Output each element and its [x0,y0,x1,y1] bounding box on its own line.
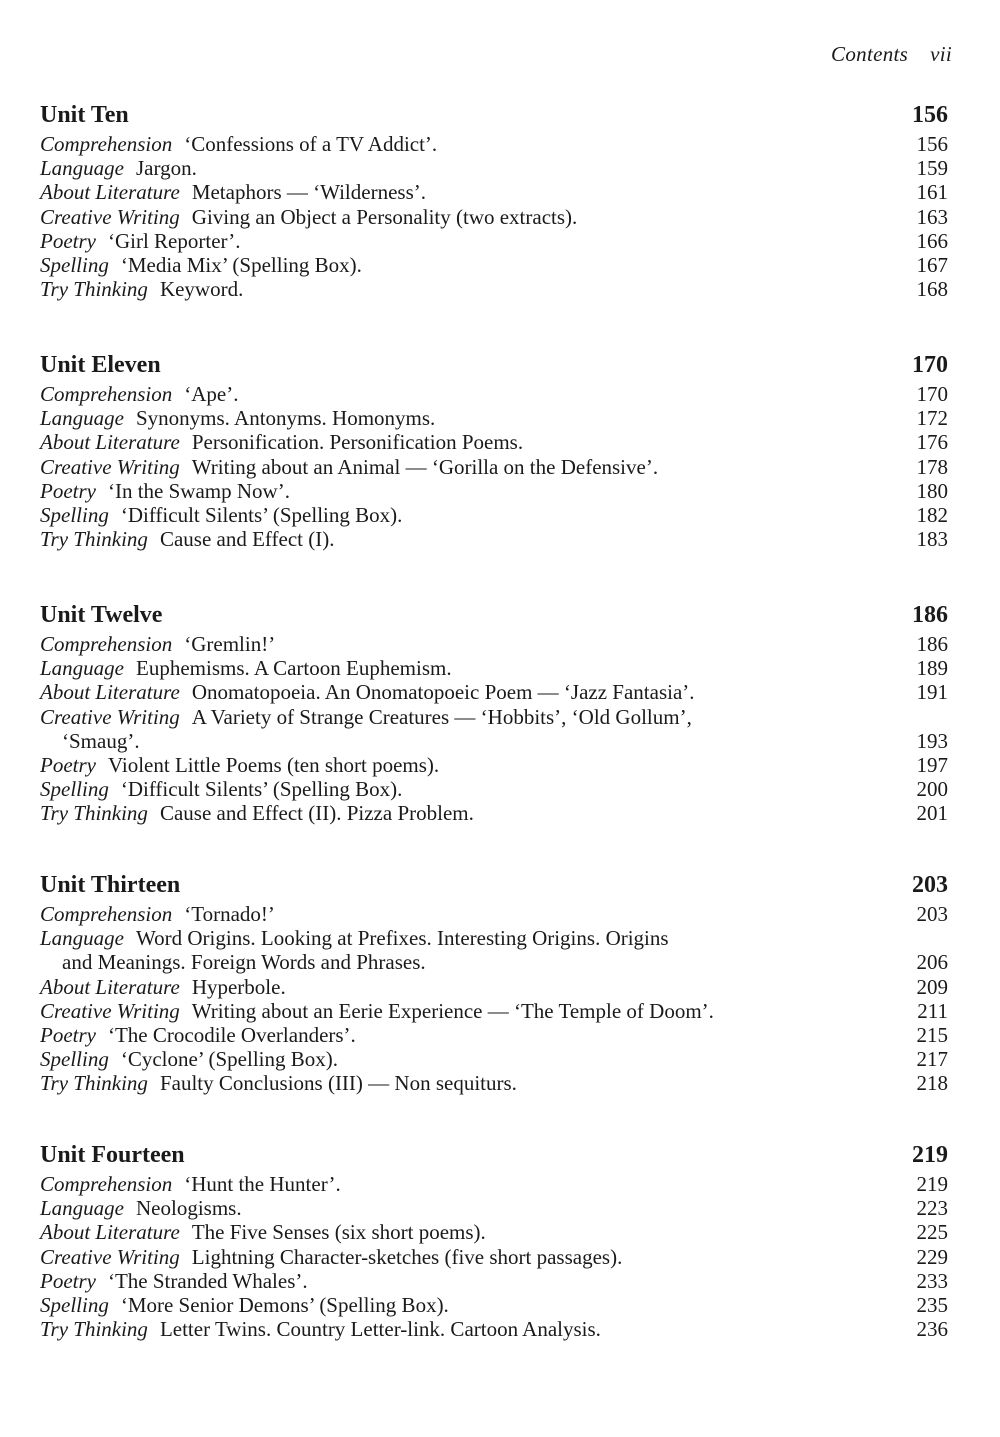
entry-title: Giving an Object a Personality (two extracts). [191,204,578,229]
entry-title: ‘More Senior Demons’ (Spelling Box). [120,1293,449,1318]
entry-category: Spelling [40,253,109,278]
entry-category: About Literature [40,180,180,205]
entry-category: Try Thinking [40,277,148,302]
entry-page-number: 180 [916,478,948,503]
entry-page-number: 186 [916,632,948,656]
toc-entry [40,1023,948,1047]
entry-category: Creative Writing [40,704,180,729]
entry-title: Hyperbole. [191,974,286,999]
entry-title: ‘Media Mix’ (Spelling Box). [120,253,362,278]
entry-title: The Five Senses (six short poems). [191,1220,486,1245]
toc-entry [40,680,948,704]
entry-page-number: 233 [916,1268,948,1293]
toc-entry [40,1293,948,1317]
entry-page-number: 191 [916,680,948,705]
entry-page-number: 219 [916,1172,948,1196]
unit-heading [40,600,948,630]
entry-page-number: 170 [916,382,948,406]
entry-title: Neologisms. [136,1196,242,1221]
toc-entry [40,777,948,801]
entry-category: Language [40,1196,124,1221]
entry-title: ‘Hunt the Hunter’. [184,1172,341,1196]
entry-page-number: 223 [916,1196,948,1221]
entry-title: Letter Twins. Country Letter-link. Cartoon Analysis. [159,1317,601,1342]
toc-entry [40,132,948,156]
toc-entry [40,229,948,253]
unit-section [40,350,948,551]
toc-entry [40,430,948,454]
entry-category: Spelling [40,777,109,802]
unit-section [40,1140,948,1341]
entry-title-continuation: ‘Smaug’. [62,728,140,753]
toc-entry [40,406,948,430]
toc-entry [40,975,948,999]
entry-title: ‘Ape’. [184,382,239,406]
entry-page-number: 236 [916,1317,948,1342]
toc-entry [40,801,948,825]
entry-title: A Variety of Strange Creatures — ‘Hobbits’, ‘Old Gollum’, [191,704,692,729]
entry-title: ‘The Crocodile Overlanders’. [107,1023,356,1048]
entry-title: Metaphors — ‘Wilderness’. [191,180,426,205]
entry-title: ‘In the Swamp Now’. [107,478,290,503]
unit-heading [40,870,948,900]
entry-title: ‘Difficult Silents’ (Spelling Box). [120,503,403,528]
toc-entry [40,1196,948,1220]
entry-title-continuation: and Meanings. Foreign Words and Phrases. [62,950,426,975]
toc-entry [40,205,948,229]
toc-entry [40,1047,948,1071]
entry-page-number: 159 [916,156,948,181]
entry-category: Creative Writing [40,204,180,229]
entry-page-number: 215 [916,1023,948,1048]
toc-entry [40,1245,948,1269]
entry-page-number: 201 [916,801,948,826]
entry-page-number: 156 [916,132,948,156]
entry-title: Faulty Conclusions (III) — Non sequiturs. [159,1071,517,1096]
entry-category: Try Thinking [40,1071,148,1096]
entry-page-number: 178 [916,454,948,479]
toc-entry [40,479,948,503]
toc-entry [40,926,948,974]
unit-section [40,600,948,826]
entry-title: Cause and Effect (II). Pizza Problem. [159,801,474,826]
toc-entry [40,382,948,406]
entry-category: Poetry [40,478,96,503]
entry-category: Language [40,926,124,951]
unit-title: Unit Twelve [40,602,163,628]
entry-title: Synonyms. Antonyms. Homonyms. [136,406,436,431]
entry-category: Comprehension [40,1172,173,1196]
entry-category: Poetry [40,1268,96,1293]
unit-page-number: 170 [912,352,948,378]
entry-category: About Literature [40,680,180,705]
toc-entry [40,999,948,1023]
entry-category: Creative Writing [40,1244,180,1269]
unit-heading [40,100,948,130]
unit-title: Unit Ten [40,102,129,128]
entry-category: Poetry [40,1023,96,1048]
unit-section [40,100,948,301]
entry-page-number: 200 [916,777,948,802]
entry-category: Try Thinking [40,1317,148,1342]
toc-entry [40,902,948,926]
toc-entry [40,1269,948,1293]
entry-category: Spelling [40,1293,109,1318]
entry-page-number: 218 [916,1071,948,1096]
entry-title: Cause and Effect (I). [159,527,335,552]
entry-page-number: 217 [916,1047,948,1072]
toc-entry [40,1071,948,1095]
entry-page-number: 206 [916,950,948,975]
entry-category: Comprehension [40,132,173,156]
unit-title: Unit Eleven [40,352,161,378]
unit-page-number: 219 [912,1142,948,1168]
running-head [831,42,952,67]
entry-page-number: 168 [916,277,948,302]
entry-page-number: 203 [916,902,948,926]
entry-category: About Literature [40,430,180,455]
entry-page-number: 189 [916,656,948,681]
entry-category: Language [40,156,124,181]
toc-entry [40,753,948,777]
toc-entry [40,527,948,551]
entry-category: Language [40,656,124,681]
entry-title: Violent Little Poems (ten short poems). [107,753,440,778]
toc-entry [40,1220,948,1244]
unit-heading [40,1140,948,1170]
entry-title: Euphemisms. A Cartoon Euphemism. [136,656,452,681]
toc-entry [40,705,948,753]
entry-category: Spelling [40,503,109,528]
entry-category: Try Thinking [40,801,148,826]
entry-page-number: 183 [916,527,948,552]
toc-entry [40,455,948,479]
entry-title: Writing about an Animal — ‘Gorilla on the Defensive’. [191,454,659,479]
toc-entry [40,253,948,277]
entry-title: Word Origins. Looking at Prefixes. Interesting Origins. Origins [136,926,669,951]
entry-category: About Literature [40,974,180,999]
unit-title: Unit Thirteen [40,872,181,898]
entry-title: ‘Cyclone’ (Spelling Box). [120,1047,338,1072]
toc-entry [40,503,948,527]
running-head-page-number: vii [930,42,952,66]
entry-page-number: 172 [916,406,948,431]
entry-category: Comprehension [40,902,173,926]
toc-entry [40,180,948,204]
entry-page-number: 176 [916,430,948,455]
entry-category: Creative Writing [40,998,180,1023]
entry-title: Jargon. [136,156,197,181]
unit-page-number: 203 [912,872,948,898]
entry-title: Personification. Personification Poems. [191,430,524,455]
entry-title: ‘Tornado!’ [184,902,275,926]
entry-title: Keyword. [159,277,244,302]
entry-page-number: 235 [916,1293,948,1318]
entry-category: Try Thinking [40,527,148,552]
entry-title: Onomatopoeia. An Onomatopoeic Poem — ‘Jazz Fantasia’. [191,680,695,705]
entry-category: Poetry [40,753,96,778]
entry-category: Comprehension [40,632,173,656]
entry-category: Spelling [40,1047,109,1072]
entry-page-number: 167 [916,253,948,278]
toc-entry [40,632,948,656]
entry-category: About Literature [40,1220,180,1245]
entry-title: ‘The Stranded Whales’. [107,1268,308,1293]
running-head-title: Contents [831,42,909,66]
entry-page-number: 209 [916,974,948,999]
entry-page-number: 163 [916,204,948,229]
entry-page-number: 197 [916,753,948,778]
entry-category: Poetry [40,228,96,253]
entry-title: Writing about an Eerie Experience — ‘The Temple of Doom’. [191,998,714,1023]
entry-page-number: 161 [916,180,948,205]
toc-entry [40,277,948,301]
unit-heading [40,350,948,380]
entry-title: ‘Gremlin!’ [184,632,276,656]
entry-title: ‘Confessions of a TV Addict’. [184,132,438,156]
toc-entry [40,1172,948,1196]
entry-page-number: 225 [916,1220,948,1245]
entry-title: ‘Difficult Silents’ (Spelling Box). [120,777,403,802]
entry-title: Lightning Character-sketches (five short passages). [191,1244,623,1269]
entry-page-number: 193 [916,728,948,753]
entry-title: ‘Girl Reporter’. [107,228,241,253]
entry-category: Comprehension [40,382,173,406]
entry-page-number: 229 [916,1244,948,1269]
unit-section [40,870,948,1096]
toc-entry [40,1317,948,1341]
entry-category: Language [40,406,124,431]
toc-entry [40,656,948,680]
entry-page-number: 166 [916,228,948,253]
unit-page-number: 156 [912,102,948,128]
unit-title: Unit Fourteen [40,1142,185,1168]
entry-page-number: 211 [917,998,948,1023]
entry-page-number: 182 [916,503,948,528]
unit-page-number: 186 [912,602,948,628]
toc-entry [40,156,948,180]
entry-category: Creative Writing [40,454,180,479]
